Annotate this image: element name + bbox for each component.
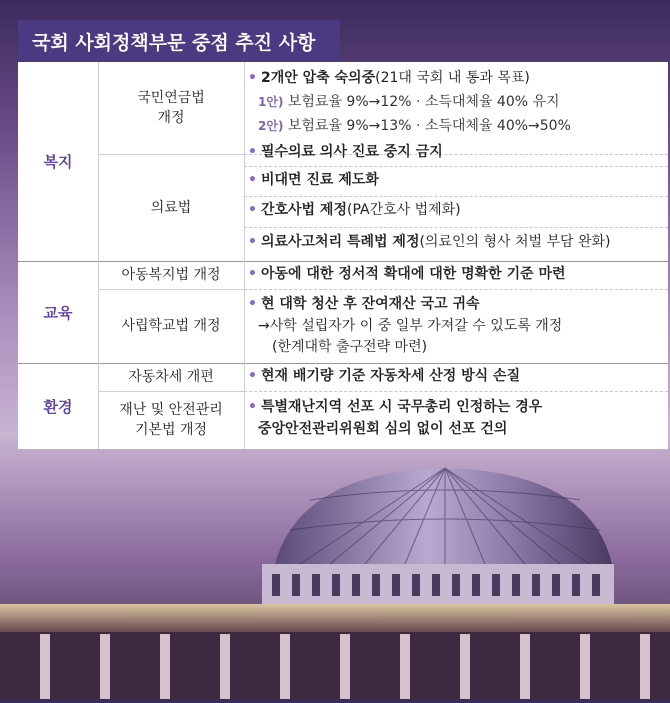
disaster-item-1-text: 특별재난지역 선포 시 국무총리 인정하는 경우 [260,399,543,415]
bullet-icon: • [248,399,257,415]
category-environment: 환경 [18,363,99,449]
assembly-building-icon [0,450,670,699]
law-pension-label: 국민연금법 개정 [137,90,205,126]
disaster-item-1 [248,397,660,418]
law-medical: 의료법 [98,154,245,261]
bullet-icon: • [248,172,257,188]
policy-table [18,62,668,449]
medical-item-2-text: 비대면 진료 제도화 [260,172,379,188]
bullet-icon: • [248,234,257,250]
section-education [18,261,668,364]
law-private-school: 사립학교법 개정 [98,289,245,363]
pension-item-note: (21대 국회 내 통과 목표) [375,70,530,86]
bullet-icon: • [248,70,257,86]
section-welfare [18,62,668,262]
child-item-text: 아동에 대한 정서적 확대에 대한 명확한 기준 마련 [260,266,566,282]
page-title: 국회 사회정책부문 중점 추진 사항 [18,20,340,62]
plan-1 [248,92,660,113]
bullet-icon: • [248,266,257,282]
medical-item-1 [248,142,660,163]
category-education: 교육 [18,261,99,363]
plan-2 [248,116,660,137]
medical-item-3 [248,200,660,221]
bullet-icon: • [248,296,257,312]
medical-item-4 [248,232,660,253]
divider [244,289,668,290]
law-disaster-label: 재난 및 안전관리 기본법 개정 [119,402,223,438]
bullet-icon: • [248,368,257,384]
disaster-item-2: 중앙안전관리위원회 심의 없이 선포 건의 [258,421,508,437]
plan-1-text: 보험료율 9%→12% · 소득대체율 40% 유지 [287,94,560,110]
school-item-1-text: 현 대학 청산 후 잔여재산 국고 귀속 [260,296,480,312]
pension-item-text: 2개안 압축 숙의중 [260,70,376,86]
plan-2-number: 2안) [258,119,284,133]
medical-item-2 [248,170,660,191]
car-item [248,366,660,387]
law-child-welfare: 아동복지법 개정 [98,261,245,290]
section-environment [18,363,668,449]
national-assembly-illustration [0,450,670,699]
school-item-1 [248,294,660,315]
medical-item-3-note: (PA간호사 법제화) [346,202,461,218]
school-item-2: →사학 설립자가 이 중 일부 가져갈 수 있도록 개정 [258,318,563,334]
bullet-icon: • [248,202,257,218]
school-item-3: (한계대학 출구전략 마련) [272,339,428,355]
law-disaster [98,391,245,449]
plan-2-text: 보험료율 9%→13% · 소득대체율 40%→50% [287,118,571,134]
car-item-text: 현재 배기량 기준 자동차세 산정 방식 손질 [260,368,521,384]
child-item [248,264,660,285]
medical-item-3-text: 간호사법 제정 [260,202,347,218]
law-pension [98,62,245,155]
medical-item-4-note: (의료인의 형사 처벌 부담 완화) [419,234,611,250]
divider [244,227,668,228]
category-welfare: 복지 [18,62,99,261]
bullet-icon: • [248,144,257,160]
medical-item-1-text: 필수의료 의사 진료 중지 금지 [260,144,443,160]
divider [244,166,668,167]
law-car-tax: 자동차세 개편 [98,363,245,392]
divider [244,391,668,392]
plan-1-number: 1안) [258,95,284,109]
pension-item [248,68,660,89]
divider [244,196,668,197]
medical-item-4-text: 의료사고처리 특례법 제정 [260,234,420,250]
